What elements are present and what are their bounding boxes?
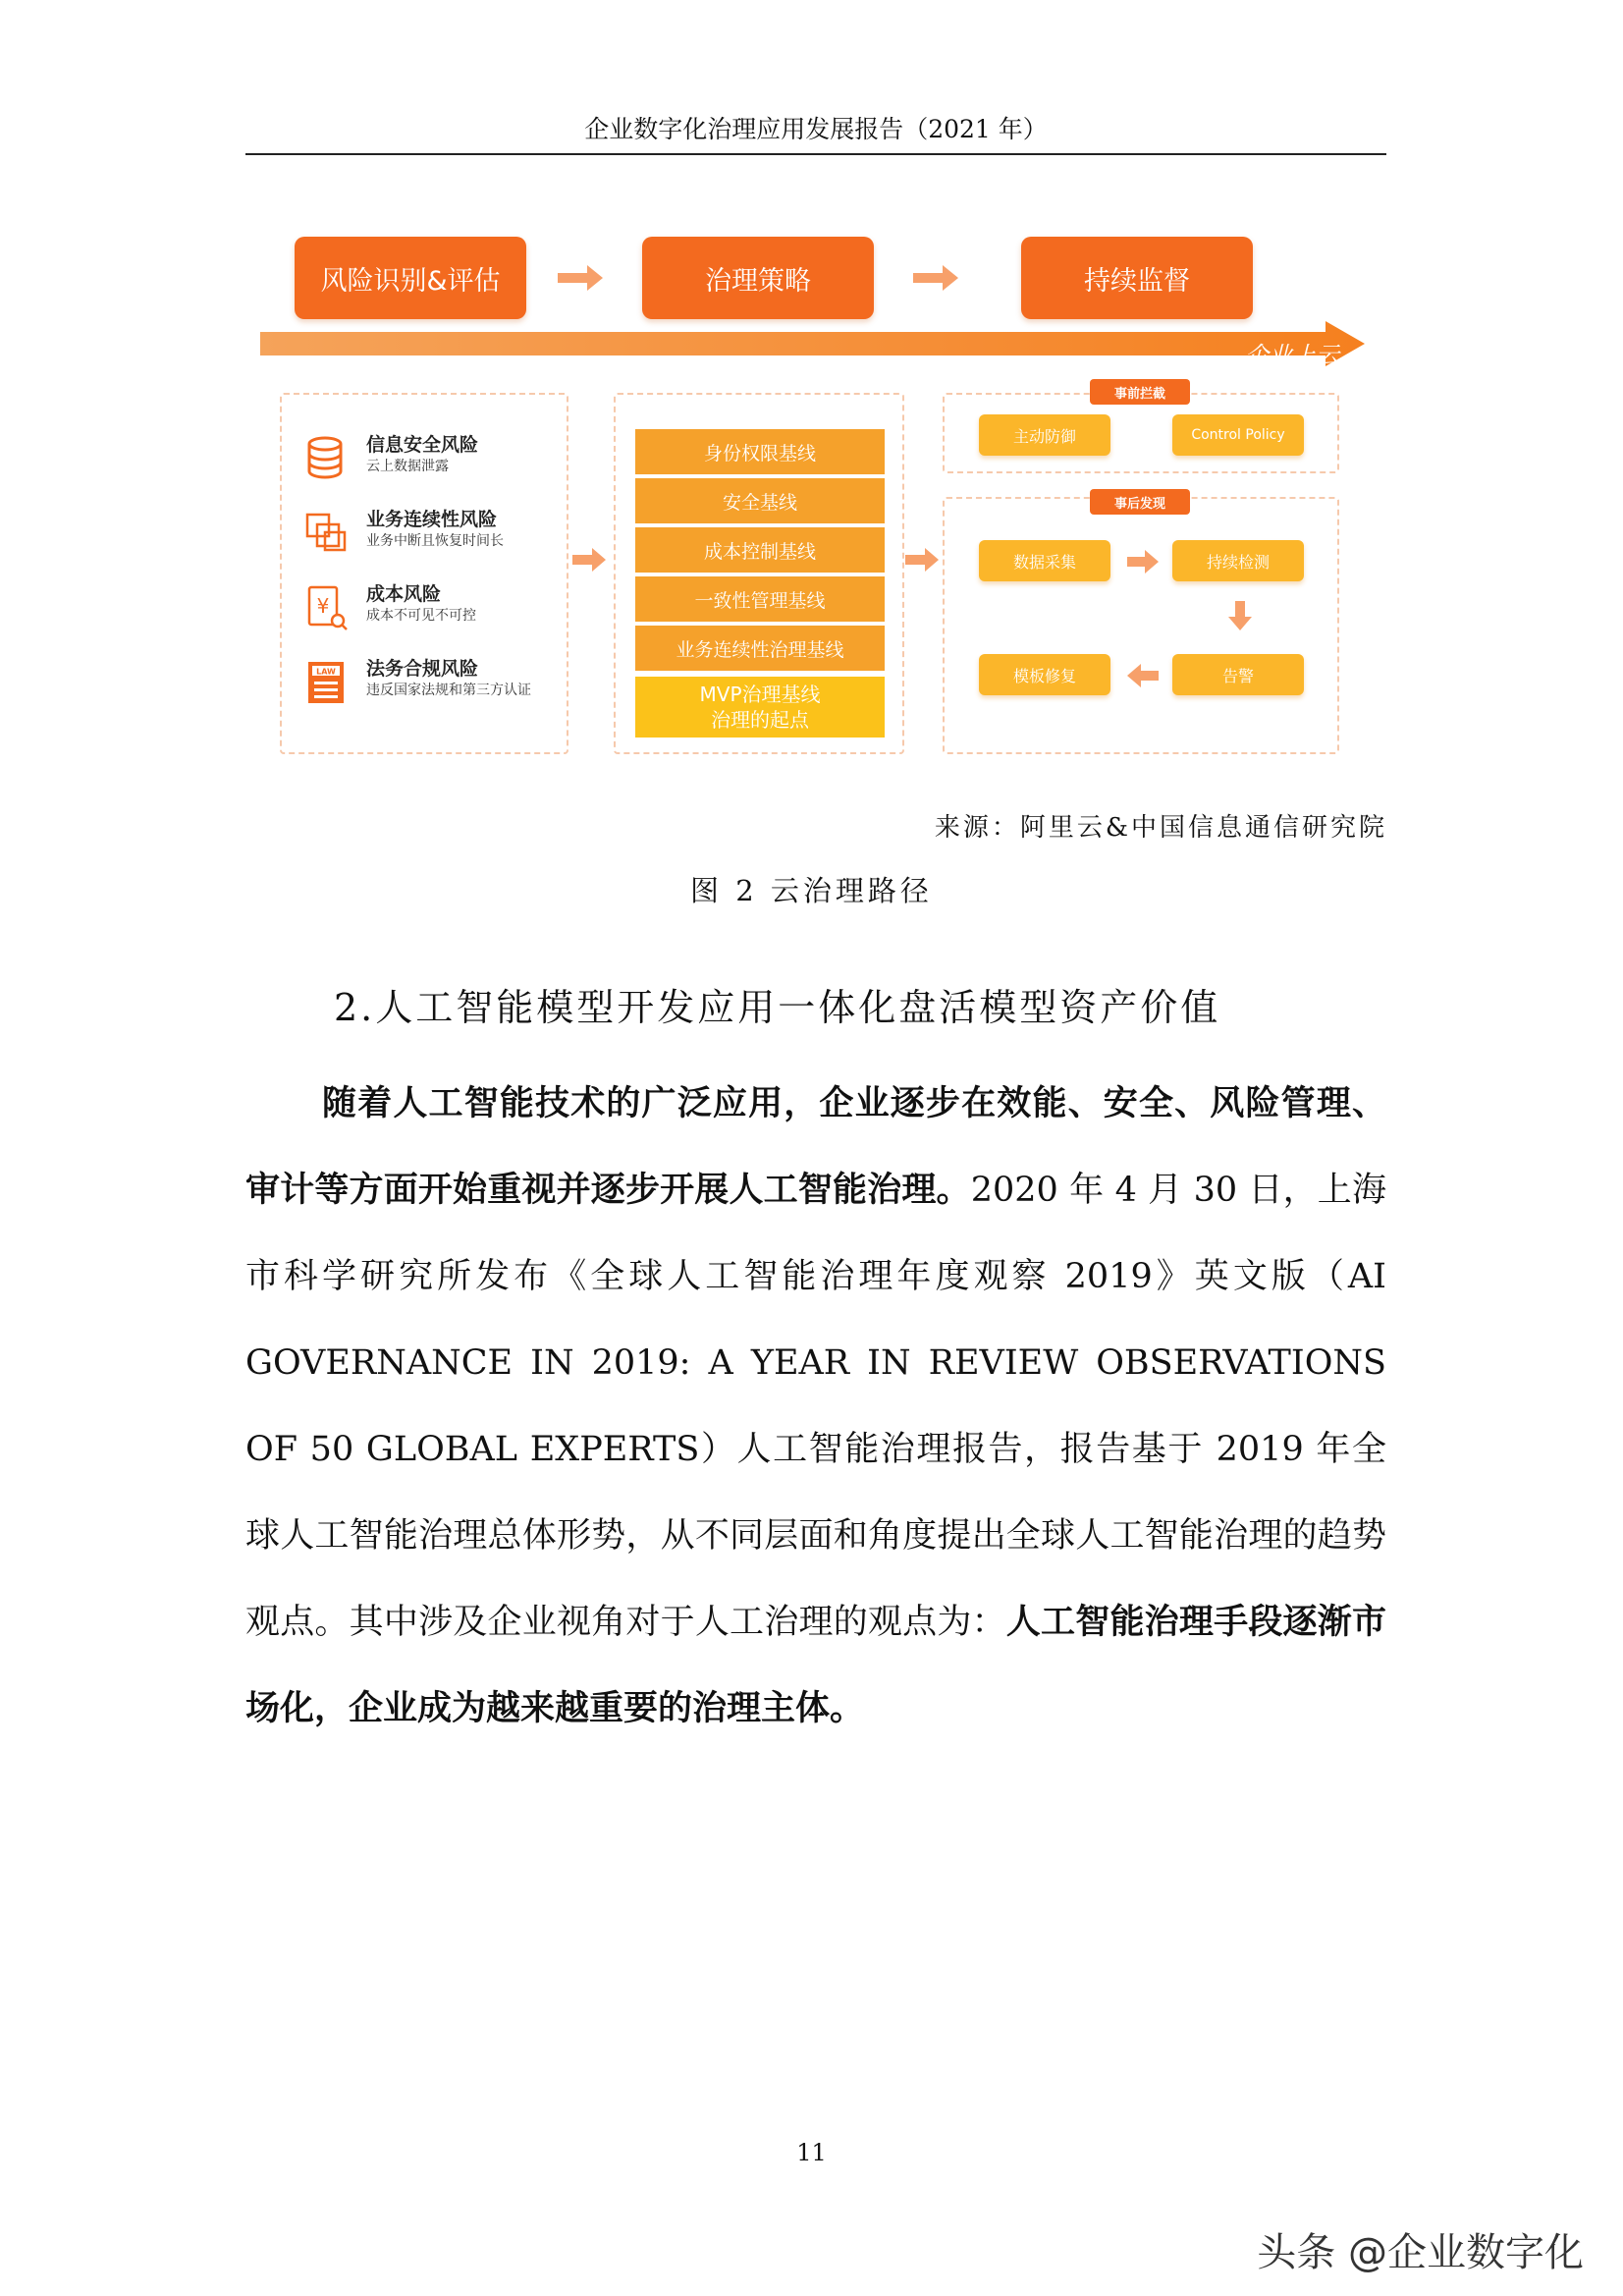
body-paragraph bbox=[245, 1061, 1386, 1752]
risk-panel bbox=[280, 393, 568, 754]
trunk-arrow bbox=[260, 321, 1365, 366]
baseline-item: 安全基线 bbox=[635, 478, 885, 523]
post-discovery-panel bbox=[943, 497, 1339, 754]
risk-subtitle: 成本不可见不可控 bbox=[366, 608, 476, 624]
mvp-line1: MVP治理基线 bbox=[699, 683, 821, 706]
post-discovery-tag: 事后发现 bbox=[1090, 489, 1190, 515]
risk-subtitle: 云上数据泄露 bbox=[366, 459, 449, 474]
stage-continuous-monitoring: 持续监督 bbox=[1021, 237, 1253, 319]
figure-caption: 图 2 云治理路径 bbox=[690, 874, 933, 907]
baseline-item: 一致性管理基线 bbox=[635, 576, 885, 622]
database-icon bbox=[305, 436, 349, 481]
risk-title: 成本风险 bbox=[366, 583, 442, 605]
risk-title: 法务合规风险 bbox=[366, 658, 479, 680]
control-policy-box: Control Policy bbox=[1172, 414, 1304, 456]
trunk-label: 企业上云 bbox=[1245, 342, 1339, 369]
risk-subtitle: 违反国家法规和第三方认证 bbox=[366, 683, 531, 698]
baseline-item: 业务连续性治理基线 bbox=[635, 626, 885, 671]
watermark: 头条 @企业数字化 bbox=[1257, 2230, 1584, 2275]
alert-box: 告警 bbox=[1172, 654, 1304, 695]
continuous-detection-box: 持续检测 bbox=[1172, 540, 1304, 581]
arrow-down-icon bbox=[1228, 601, 1252, 630]
arrow-right-icon bbox=[558, 265, 603, 291]
active-defense-box: 主动防御 bbox=[979, 414, 1110, 456]
risk-item bbox=[296, 430, 580, 491]
risk-title: 业务连续性风险 bbox=[366, 509, 498, 530]
baseline-item: 成本控制基线 bbox=[635, 527, 885, 573]
pre-intercept-panel bbox=[943, 393, 1339, 473]
running-header: 企业数字化治理应用发展报告（2021 年） bbox=[245, 110, 1386, 155]
figure-source: 来源：阿里云&中国信息通信研究院 bbox=[934, 813, 1387, 843]
template-repair-box: 模板修复 bbox=[979, 654, 1110, 695]
page-number: 11 bbox=[796, 2139, 827, 2166]
risk-item bbox=[296, 505, 580, 566]
section-heading: 2.人工智能模型开发应用一体化盘活模型资产价值 bbox=[334, 986, 1221, 1029]
stage-governance-strategy: 治理策略 bbox=[642, 237, 874, 319]
pre-intercept-tag: 事前拦截 bbox=[1090, 379, 1190, 405]
arrow-right-icon bbox=[913, 265, 958, 291]
overlap-squares-icon bbox=[305, 511, 349, 556]
paragraph-bold-outro: 人工智能治理手段逐渐市场化，企业成为越来越重要的治理主体。 bbox=[245, 1603, 1386, 1728]
data-collection-box: 数据采集 bbox=[979, 540, 1110, 581]
paragraph-bold-intro: 随着人工智能技术的广泛应用，企业逐步在效能、安全、风险管理、审计等方面开始重视并逐步开展人工智能治理。 bbox=[245, 1084, 1386, 1210]
risk-title: 信息安全风险 bbox=[366, 434, 479, 456]
arrow-right-icon bbox=[1127, 550, 1159, 574]
paragraph-body: 2020 年 4 月 30 日，上海市科学研究所发布《全球人工智能治理年度观察 2019》英文版（AI GOVERNANCE IN 2019: A YEAR IN REVIEW OBSERVATIONS OF 50 GLOBAL EXPERTS）人工智能治理报告，报告基于 2019 年全球人工智能治理总体形势，从不同层面和角度提出全球人工智能治理的趋势观点。其中涉及企业视角对于人工治理的观点为： bbox=[245, 1171, 1386, 1642]
law-book-icon bbox=[305, 660, 349, 705]
svg-text:¥: ¥ bbox=[316, 594, 330, 618]
risk-subtitle: 业务中断且恢复时间长 bbox=[366, 533, 504, 549]
arrow-left-icon bbox=[1127, 664, 1159, 687]
arrow-right-icon bbox=[905, 548, 939, 572]
mvp-line2: 治理的起点 bbox=[711, 708, 809, 732]
stage-risk-assessment: 风险识别&评估 bbox=[295, 237, 526, 319]
svg-text:LAW: LAW bbox=[316, 667, 336, 677]
risk-item bbox=[296, 579, 580, 640]
baseline-panel bbox=[614, 393, 904, 754]
mvp-baseline bbox=[635, 677, 885, 738]
risk-item bbox=[296, 654, 580, 715]
yuan-doc-icon bbox=[305, 585, 349, 630]
arrow-right-icon bbox=[572, 548, 606, 572]
baseline-item: 身份权限基线 bbox=[635, 429, 885, 474]
